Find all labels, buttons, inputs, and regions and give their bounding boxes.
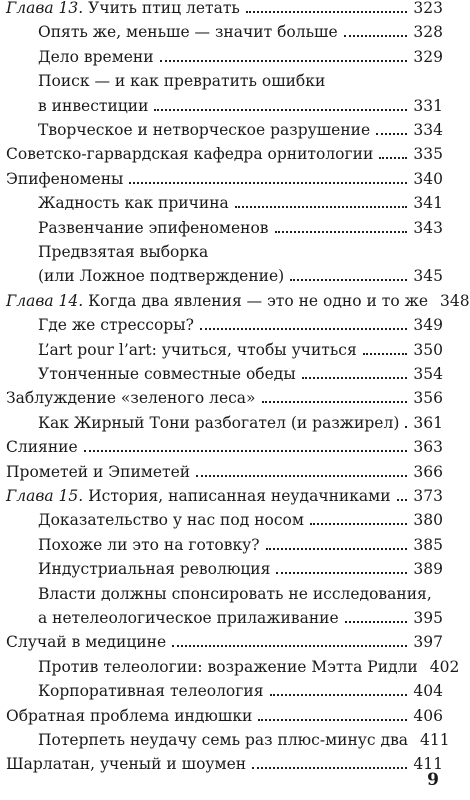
toc-entry-page: 366 [413, 462, 443, 481]
leader-dots [196, 474, 407, 477]
chapter-label: Глава 13. [6, 0, 84, 17]
toc-entry-title [38, 510, 304, 530]
toc-entry-title-text: Советско-гарвардская кафедра орнитологии [6, 145, 374, 164]
toc-entry[interactable] [6, 291, 470, 311]
toc-entry-page: 343 [413, 218, 443, 237]
toc-entry-title-text: Развенчание эпифеноменов [38, 218, 269, 237]
toc-entry-page: 411 [413, 755, 443, 774]
toc-entry-page: 389 [413, 560, 443, 579]
toc-entry[interactable] [38, 22, 443, 42]
toc-entry-page: 354 [413, 365, 443, 383]
toc-entry-title-text: Доказательство у нас под носом [38, 511, 304, 530]
toc-entry-title-text: Жадность как причина [38, 194, 229, 213]
toc-entry-title-text: L’art pour l’art: учиться, чтобы учиться [38, 340, 357, 359]
toc-entry-title-text: Утонченные совместные обеды [38, 365, 296, 383]
toc-entry-title [6, 706, 252, 726]
leader-dots [363, 352, 408, 355]
toc-entry[interactable] [38, 47, 443, 67]
toc-entry[interactable] [6, 437, 443, 457]
toc-entry-page: 329 [413, 47, 443, 66]
toc-entry-page: 323 [413, 0, 443, 17]
toc-entry-title [38, 47, 154, 67]
toc-entry-page: 341 [413, 194, 443, 213]
leader-dots [302, 376, 408, 379]
leader-dots [172, 644, 407, 647]
leader-dots [379, 156, 407, 159]
toc-entry-page: 348 [440, 291, 470, 310]
chapter-label: Глава 14. [6, 291, 84, 310]
toc-entry-title-line1: Поиск — и как превратить ошибки [38, 72, 326, 91]
chapter-label: Глава 15. [6, 487, 84, 505]
leader-dots [84, 449, 408, 452]
toc-entry-title [38, 340, 357, 360]
toc-entry-page: 373 [413, 487, 443, 505]
toc-entry[interactable] [38, 510, 443, 530]
toc-entry-title-text: Творческое и нетворческое разрушение [38, 121, 371, 139]
toc-entry-page: 395 [413, 609, 443, 627]
toc-entry-title [38, 218, 269, 238]
toc-entry-page: 406 [413, 706, 443, 725]
toc-entry-title-text: Шарлатан, ученый и шоумен [6, 755, 247, 774]
toc-entry-title-text: Учить птиц летать [88, 0, 240, 17]
toc-entry-title [6, 169, 123, 189]
toc-entry-title-text: Слияние [6, 438, 78, 457]
toc-entry[interactable] [6, 388, 443, 408]
toc-entry-title-text: Случай в медицине [6, 633, 167, 652]
toc-entry[interactable] [38, 559, 443, 579]
toc-entry-title-text: Заблуждение «зеленого леса» [6, 389, 256, 408]
toc-entry-title [38, 608, 339, 628]
toc-entry-title [6, 388, 256, 408]
leader-dots [200, 327, 408, 330]
toc-entry-page: 356 [413, 389, 443, 408]
toc-entry-title [38, 681, 264, 701]
toc-entry-page: 328 [413, 23, 443, 42]
toc-entry-title [38, 266, 284, 286]
toc-entry[interactable] [38, 657, 460, 677]
page-number: 9 [427, 770, 439, 790]
toc-entry-title-text: Прометей и Эпиметей [6, 462, 191, 481]
leader-dots [246, 10, 408, 13]
toc-entry[interactable] [6, 144, 443, 164]
toc-entry-page: 411 [420, 731, 450, 749]
toc-entry-title-text: Похоже ли это на готовку? [38, 535, 260, 554]
toc-entry[interactable] [6, 169, 443, 189]
leader-dots [405, 425, 407, 428]
toc-entry[interactable] [6, 754, 443, 774]
toc-entry-page: 345 [413, 267, 443, 286]
leader-dots [270, 693, 408, 696]
toc-entry-title-text: Эпифеномены [6, 169, 124, 188]
toc-entry-title-text: а нетелеологическое прилаживание [38, 609, 339, 627]
toc-entry[interactable] [6, 632, 443, 652]
toc-entry[interactable] [38, 681, 443, 701]
toc-entry-title-text: Как Жирный Тони разбогател (и разжирел) [38, 413, 400, 432]
toc-entry-title [38, 120, 370, 140]
leader-dots [345, 620, 408, 623]
toc-entry-page: 380 [413, 511, 443, 530]
toc-entry[interactable] [38, 315, 443, 335]
toc-entry-title [38, 657, 418, 677]
leader-dots [262, 400, 408, 403]
toc-entry-title-text: Обратная проблема индюшки [6, 706, 253, 725]
toc-entry-page: 350 [413, 340, 443, 359]
toc-entry-title [38, 413, 399, 433]
leader-dots [290, 278, 407, 281]
toc-entry-title-text: Индустриальная революция [38, 560, 271, 579]
toc-entry-page: 402 [429, 657, 460, 676]
toc-entry-page: 385 [413, 535, 443, 554]
toc-entry[interactable] [38, 535, 443, 555]
toc-entry-title [38, 559, 270, 579]
leader-dots [154, 108, 407, 111]
toc-entry[interactable] [6, 706, 443, 726]
toc-entry[interactable] [38, 193, 443, 213]
toc-entry-title-text: Против телеологии: возражение Мэтта Ридли [38, 657, 418, 676]
toc-entry-title [38, 96, 148, 116]
leader-dots [376, 132, 407, 135]
toc-entry-page: 349 [413, 316, 443, 335]
toc-entry-title-text: (или Ложное подтверждение) [38, 267, 285, 286]
toc-entry[interactable] [6, 0, 443, 18]
toc-entry-title-text: Дело времени [38, 47, 154, 66]
toc-entry[interactable] [38, 364, 443, 384]
toc-entry-title [38, 22, 338, 42]
leader-dots [235, 205, 408, 208]
toc-entry-title-text: в инвестиции [38, 96, 149, 115]
toc-entry-page: 363 [413, 438, 443, 457]
leader-dots [160, 59, 408, 62]
toc-entry-title [38, 315, 194, 335]
toc-entry[interactable] [38, 96, 443, 116]
leader-dots [276, 571, 407, 574]
toc-entry[interactable] [38, 413, 443, 433]
toc-entry-page: 361 [413, 413, 443, 432]
toc-entry-title-text: История, написанная неудачниками [88, 487, 391, 505]
leader-dots [266, 547, 408, 550]
toc-entry[interactable] [38, 340, 443, 360]
toc-entry-page: 335 [413, 145, 443, 164]
leader-dots [129, 181, 407, 184]
toc-entry-title [6, 632, 166, 652]
toc-entry[interactable] [38, 730, 450, 750]
toc-entry[interactable] [38, 266, 443, 286]
toc-entry-title [38, 730, 408, 750]
toc-entry-page: 331 [413, 96, 443, 115]
toc-entry-page: 334 [413, 121, 443, 139]
leader-dots [275, 230, 408, 233]
toc-entry-title [6, 144, 373, 164]
toc-entry[interactable] [38, 608, 443, 628]
toc-entry-title [6, 486, 391, 506]
toc-entry-title-line1: Власти должны спонсировать не исследования, [38, 584, 432, 603]
toc-entry-title-text: Опять же, меньше — значит больше [38, 23, 338, 42]
toc-entry[interactable] [38, 218, 443, 238]
leader-dots [344, 34, 408, 37]
toc-entry-title [6, 437, 78, 457]
leader-dots [397, 498, 408, 501]
toc-entry-title [38, 193, 229, 213]
toc-entry-title-text: Когда два явления — это не одно и то же [88, 291, 429, 310]
toc-entry-title [6, 291, 428, 311]
toc-entry[interactable] [6, 462, 443, 482]
toc-entry-title [38, 535, 260, 555]
toc-entry-title [6, 754, 246, 774]
toc-entry-page: 397 [413, 633, 443, 652]
toc-entry[interactable] [38, 120, 443, 140]
toc-entry-title [38, 364, 296, 384]
toc-entry-title [6, 462, 190, 482]
leader-dots [252, 766, 407, 769]
toc-entry-page: 404 [413, 682, 443, 701]
leader-dots [310, 522, 407, 525]
toc-entry-title [6, 0, 240, 18]
toc-entry-page: 340 [413, 169, 443, 188]
toc-entry[interactable] [6, 486, 443, 506]
toc-entry-title-text: Где же стрессоры? [38, 316, 194, 335]
leader-dots [258, 718, 407, 721]
toc-entry-title-text: Корпоративная телеология [38, 682, 264, 701]
toc-entry-title-text: Потерпеть неудачу семь раз плюс-минус два [38, 731, 409, 749]
toc-entry-title-line1: Предвзятая выборка [38, 243, 209, 261]
